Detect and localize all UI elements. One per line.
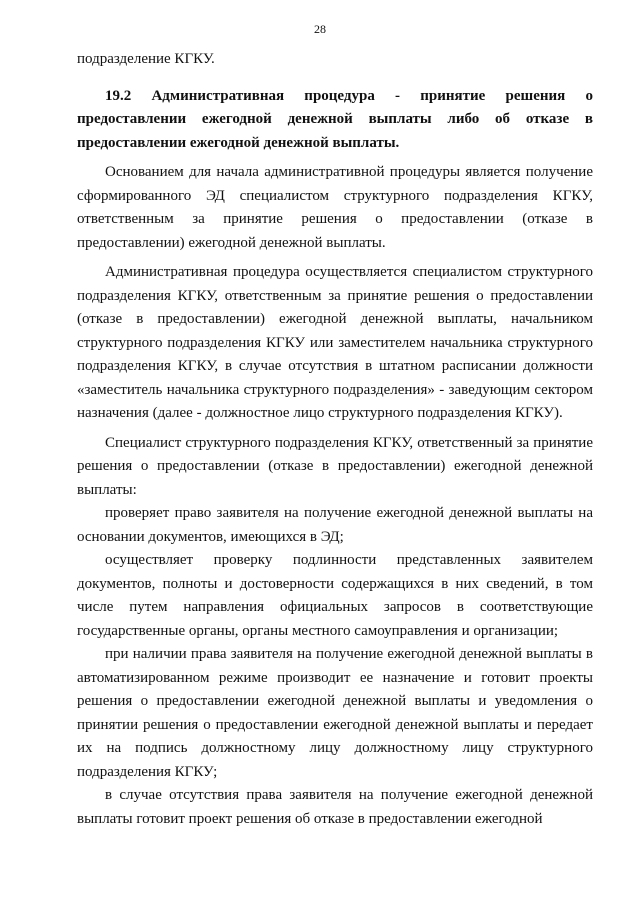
page-number: 28 — [314, 22, 326, 36]
list-item-check-right: проверяет право заявителя на получение ежегодной денежной выплаты на основании документов, имеющихся в ЭД; — [77, 505, 593, 545]
list-item-grant-decision: при наличии права заявителя на получение ежегодной денежной выплаты в автоматизированном режиме производит ее назначение и готовит проекты решения о предоставлении ежегодной денежной выплаты и уведомления о принятии решения о предоставлении ежегодной денежной выплаты и передает их на подпись должностному лицу должностному лицу структурного подразделения КГКУ; — [77, 646, 593, 780]
section-heading: 19.2 Административная процедура - принятие решения о предоставлении ежегодной денежной выплаты либо об отказе в предоставлении ежегодной денежной выплаты. — [77, 87, 593, 151]
paragraph-responsible: Административная процедура осуществляется специалистом структурного подразделения КГКУ, ответственным за принятие решения о предоставлении (отказе в предоставлении) ежегодной денежной выплаты, начальником структурного подразделения КГКУ или заместителем начальника структурного подразделения КГКУ, в случае отсутствия в штатном расписании должности «заместитель начальника структурного подразделения» - заведующим сектором назначения (далее - должностное лицо структурного подразделения КГКУ). — [77, 264, 593, 421]
list-item-refusal-decision: в случае отсутствия права заявителя на получение ежегодной денежной выплаты готовит проект решения об отказе в предоставлении ежегодной — [77, 787, 593, 827]
paragraph-basis: Основанием для начала административной процедуры является получение сформированного ЭД специалистом структурного подразделения КГКУ, ответственным за принятие решения о предоставлении (отказе в предоставлении) ежегодной денежной выплаты. — [77, 164, 593, 251]
document-body — [77, 48, 593, 831]
continuation-text: подразделение КГКУ. — [77, 51, 215, 67]
paragraph-specialist: Специалист структурного подразделения КГКУ, ответственный за принятие решения о предоставлении (отказе в предоставлении) ежегодной денежной выплаты: — [77, 434, 593, 498]
list-item-verify-documents: осуществляет проверку подлинности представленных заявителем документов, полноты и достоверности содержащихся в них сведений, в том числе путем направления официальных запросов в соответствующие государственные органы, органы местного самоуправления и организации; — [77, 552, 593, 639]
